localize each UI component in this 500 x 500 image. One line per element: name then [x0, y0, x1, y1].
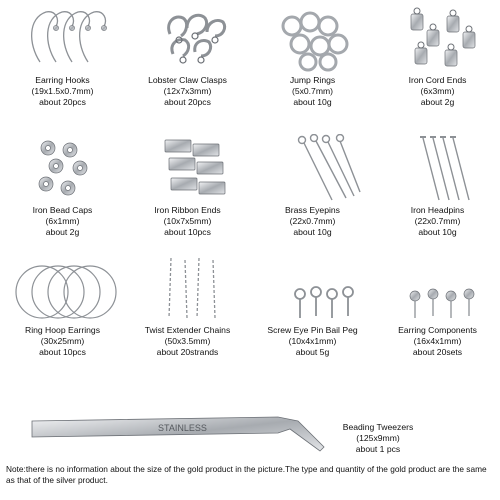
item-name: Jump Rings	[289, 75, 336, 85]
bead-caps-icon	[0, 134, 125, 202]
item-name: Iron Headpins	[410, 205, 465, 215]
item-brass-eyepins	[250, 134, 375, 238]
headpins-icon	[375, 134, 500, 202]
extender-chains-icon	[125, 254, 250, 322]
item-name: Screw Eye Pin Bail Peg	[267, 325, 358, 335]
item-iron-ribbon-ends	[125, 134, 250, 238]
item-jump-rings	[250, 4, 375, 108]
item-twist-extender-chains	[125, 254, 250, 358]
item-name: Ring Hoop Earrings	[25, 325, 100, 335]
item-size: (6x3mm)	[420, 86, 455, 96]
item-size: (50x3.5mm)	[164, 336, 211, 346]
jump-rings-icon	[250, 4, 375, 72]
item-qty: about 20pcs	[164, 97, 211, 107]
item-qty: about 10g	[293, 97, 332, 107]
eyepins-icon	[250, 134, 375, 202]
tweezers-icon	[28, 407, 328, 462]
item-size: (10x7x5mm)	[163, 216, 212, 226]
item-name: Twist Extender Chains	[144, 325, 231, 335]
item-ring-hoop-earrings	[0, 254, 125, 358]
item-qty: about 20sets	[412, 347, 463, 357]
item-name: Iron Cord Ends	[408, 75, 467, 85]
item-screw-eye-pin-bail-peg	[250, 254, 375, 358]
screw-eye-pins-icon	[250, 254, 375, 322]
item-size: (22x0.7mm)	[289, 216, 336, 226]
item-iron-bead-caps	[0, 134, 125, 238]
item-qty: about 2g	[420, 97, 455, 107]
item-qty: about 10g	[418, 227, 457, 237]
earring-hooks-icon	[0, 4, 125, 72]
item-name: Earring Components	[398, 325, 477, 335]
item-lobster-claw-clasps	[125, 4, 250, 108]
item-size: (22x0.7mm)	[414, 216, 461, 226]
item-qty: about 5g	[295, 347, 330, 357]
item-earring-components	[375, 254, 500, 358]
item-beading-tweezers	[318, 422, 438, 455]
item-size: (12x7x3mm)	[163, 86, 212, 96]
item-qty: about 10g	[293, 227, 332, 237]
item-name: Brass Eyepins	[285, 205, 340, 215]
item-size: (10x4x1mm)	[288, 336, 337, 346]
item-iron-cord-ends	[375, 4, 500, 108]
lobster-claw-clasps-icon	[125, 4, 250, 72]
item-qty: about 10pcs	[39, 347, 86, 357]
hoop-earrings-icon	[0, 254, 125, 322]
item-qty: about 2g	[45, 227, 80, 237]
item-size: (19x1.5x0.7mm)	[31, 86, 94, 96]
item-size: (5x0.7mm)	[291, 86, 334, 96]
item-name: Beading Tweezers	[342, 422, 414, 432]
item-earring-hooks	[0, 4, 125, 108]
item-size: (6x1mm)	[45, 216, 80, 226]
item-name: Earring Hooks	[35, 75, 90, 85]
ribbon-ends-icon	[125, 134, 250, 202]
item-name: Lobster Claw Clasps	[148, 75, 227, 85]
item-qty: about 1 pcs	[355, 444, 401, 454]
item-name: Iron Ribbon Ends	[154, 205, 221, 215]
item-size: (125x9mm)	[356, 433, 400, 443]
tweezers-engraving: STAINLESS	[158, 423, 207, 433]
item-qty: about 20strands	[156, 347, 219, 357]
item-qty: about 20pcs	[39, 97, 86, 107]
item-iron-headpins	[375, 134, 500, 238]
item-name: Iron Bead Caps	[32, 205, 93, 215]
cord-ends-icon	[375, 4, 500, 72]
product-note: Note:there is no information about the size of the gold product in the picture.The type and quantity of the gold product are the same as that of the silver product.	[6, 464, 487, 485]
item-size: (16x4x1mm)	[413, 336, 462, 346]
item-qty: about 10pcs	[164, 227, 211, 237]
earring-components-icon	[375, 254, 500, 322]
item-size: (30x25mm)	[40, 336, 85, 346]
